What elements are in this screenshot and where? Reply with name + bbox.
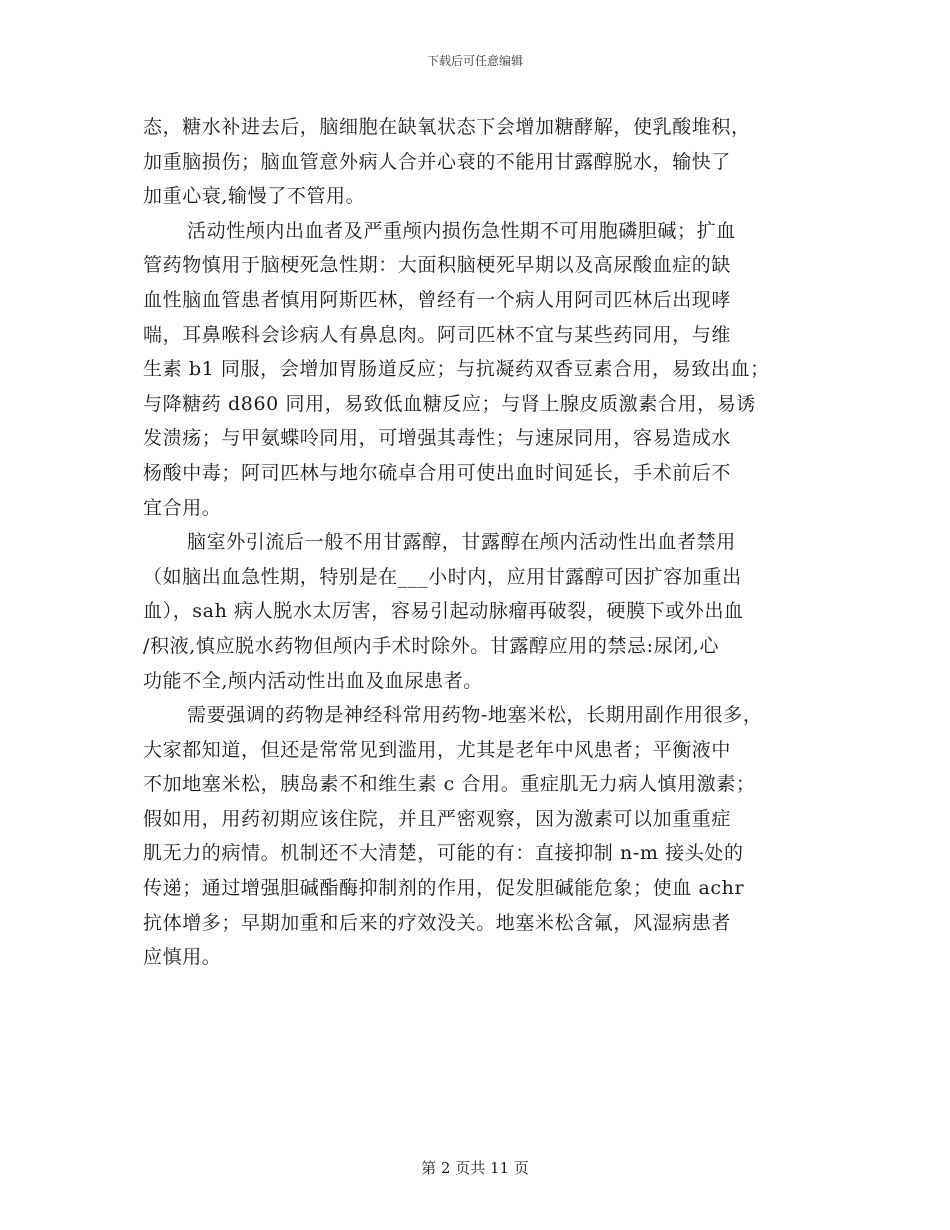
page-number-footer: 第 2 页共 11 页 <box>421 1159 529 1177</box>
body-line: 大家都知道，但还是常常见到滥用，尤其是老年中风患者；平衡液中 <box>143 738 732 761</box>
body-line: 喘，耳鼻喉科会诊病人有鼻息肉。阿司匹林不宜与某些药同用，与维 <box>143 323 732 346</box>
body-line: 管药物慎用于脑梗死急性期：大面积脑梗死早期以及高尿酸血症的缺 <box>143 254 732 277</box>
body-line: 血），sah 病人脱水太厉害，容易引起动脉瘤再破裂，硬膜下或外出血 <box>143 600 744 623</box>
document-body <box>143 110 833 975</box>
body-line: （如脑出血急性期，特别是在___小时内，应用甘露醇可因扩容加重出 <box>143 565 742 588</box>
body-line: /积液,慎应脱水药物但颅内手术时除外。甘露醇应用的禁忌:尿闭,心 <box>143 634 720 657</box>
body-line: 应慎用。 <box>143 946 222 969</box>
body-line: 宜合用。 <box>143 496 222 519</box>
body-line: 加重脑损伤；脑血管意外病人合并心衰的不能用甘露醇脱水，输快了 <box>143 150 732 173</box>
body-line: 肌无力的病情。机制还不大清楚，可能的有：直接抑制 n-m 接头处的 <box>143 842 744 865</box>
body-line: 抗体增多；早期加重和后来的疗效没关。地塞米松含氟，风湿病患者 <box>143 911 732 934</box>
body-line: 发溃疡；与甲氨蝶呤同用，可增强其毒性；与速尿同用，容易造成水 <box>143 427 732 450</box>
body-line: 与降糖药 d860 同用，易致低血糖反应；与肾上腺皮质激素合用，易诱 <box>143 392 756 415</box>
body-line: 态，糖水补进去后，脑细胞在缺氧状态下会增加糖酵解，使乳酸堆积， <box>143 116 751 138</box>
body-line: 生素 b1 同服，会增加胃肠道反应；与抗凝药双香豆素合用，易致出血； <box>143 358 770 381</box>
body-line: 加重心衰,输慢了不管用。 <box>143 185 366 208</box>
body-line: 血性脑血管患者慎用阿斯匹林，曾经有一个病人用阿司匹林后出现哮 <box>143 288 732 311</box>
page-header-note: 下载后可任意编辑 <box>426 54 523 68</box>
body-line: 杨酸中毒；阿司匹林与地尔硫卓合用可使出血时间延长，手术前后不 <box>143 461 732 484</box>
body-line: 功能不全,颅内活动性出血及血尿患者。 <box>143 669 483 692</box>
paragraph-start-line: 脑室外引流后一般不用甘露醇，甘露醇在颅内活动性出血者禁用 <box>187 531 736 554</box>
paragraph-start-line: 需要强调的药物是神经科常用药物-地塞米松，长期用副作用很多， <box>187 704 763 727</box>
paragraph-start-line: 活动性颅内出血者及严重颅内损伤急性期不可用胞磷胆碱；扩血 <box>187 219 736 242</box>
body-line: 假如用，用药初期应该住院，并且严密观察，因为激素可以加重重症 <box>143 807 732 830</box>
body-line: 传递；通过增强胆碱酯酶抑制剂的作用，促发胆碱能危象；使血 achr <box>143 877 745 900</box>
body-line: 不加地塞米松，胰岛素不和维生素 c 合用。重症肌无力病人慎用激素； <box>143 773 756 796</box>
